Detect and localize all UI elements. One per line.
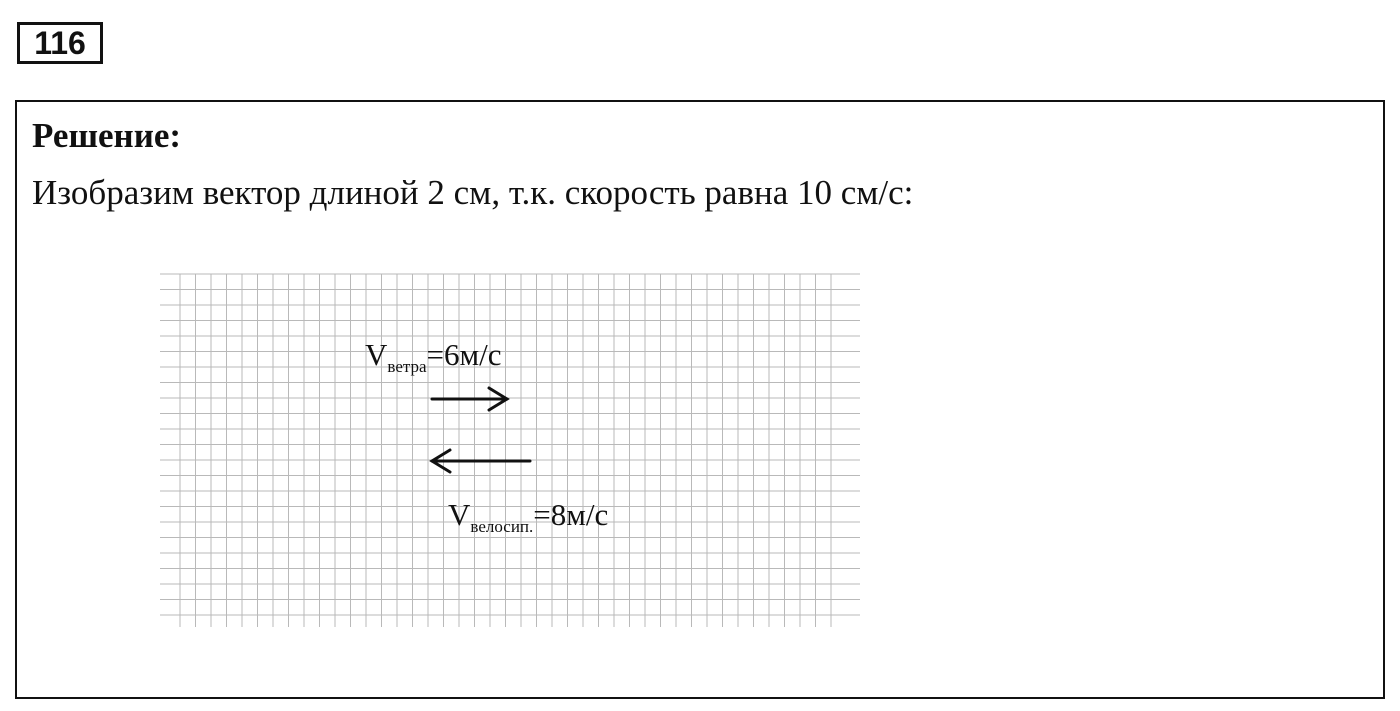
wind-velocity-value: =6м/с bbox=[426, 337, 502, 372]
wind-velocity-subscript: ветра bbox=[387, 357, 427, 376]
bike-velocity-symbol: V bbox=[448, 497, 471, 532]
problem-number: 116 bbox=[17, 22, 103, 64]
wind-velocity-label bbox=[365, 338, 502, 384]
solution-statement: Изобразим вектор длиной 2 см, т.к. скорость равна 10 см/с: bbox=[32, 173, 914, 212]
bike-vector-arrow bbox=[432, 450, 530, 472]
bike-velocity-value: =8м/с bbox=[533, 497, 609, 532]
solution-box bbox=[15, 100, 1385, 699]
grid-figure bbox=[160, 270, 860, 645]
grid-paper bbox=[160, 270, 860, 645]
bike-velocity-label bbox=[448, 498, 608, 544]
wind-velocity-symbol: V bbox=[365, 337, 388, 372]
solution-heading: Решение: bbox=[32, 116, 182, 155]
bike-velocity-subscript: велосип. bbox=[470, 517, 534, 536]
